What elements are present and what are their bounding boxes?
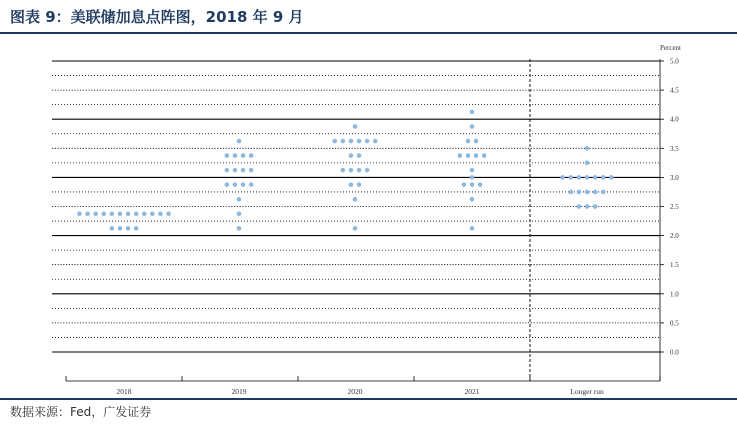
dot-point <box>142 211 147 216</box>
y-tick-label: 2.0 <box>670 232 679 241</box>
y-tick-label: 2.5 <box>670 203 679 211</box>
y-tick-label: 1.5 <box>670 261 679 270</box>
y-tick-label: 5.0 <box>670 57 679 66</box>
dot-point <box>577 175 582 180</box>
dot-point <box>601 175 606 180</box>
x-category-label: 2019 <box>231 387 247 396</box>
dot-point <box>593 204 598 209</box>
dot-point <box>577 204 582 209</box>
dot-point <box>166 211 171 216</box>
dot-point <box>365 139 370 144</box>
y-tick-label: 4.5 <box>670 86 679 95</box>
dot-point <box>134 211 139 216</box>
dot-point <box>353 197 358 202</box>
dot-point <box>470 168 475 173</box>
dot-point <box>470 110 475 115</box>
dot-point <box>241 168 246 173</box>
dot-point <box>462 182 467 187</box>
x-category-label: 2021 <box>464 387 480 396</box>
dot-point <box>585 161 590 166</box>
dot-point <box>609 175 614 180</box>
dot-point <box>585 204 590 209</box>
dot-point <box>474 153 479 158</box>
grid-lines <box>52 61 660 352</box>
dot-point <box>349 182 354 187</box>
dot-point <box>353 226 358 231</box>
dot-point <box>357 182 362 187</box>
dot-point <box>233 153 238 158</box>
dot-point <box>373 139 378 144</box>
dot-point <box>349 153 354 158</box>
dot-point <box>134 226 139 231</box>
dot-point <box>341 168 346 173</box>
dot-point <box>470 124 475 129</box>
dot-plot-chart <box>0 36 737 396</box>
dot-point <box>341 139 346 144</box>
dot-point <box>474 139 479 144</box>
dot-point <box>470 182 475 187</box>
dot-point <box>357 168 362 173</box>
dot-point <box>569 175 574 180</box>
dot-point <box>365 168 370 173</box>
y-tick-labels <box>660 58 679 357</box>
dot-point <box>249 168 254 173</box>
dot-point <box>249 153 254 158</box>
dot-point <box>470 175 475 180</box>
dot-point <box>585 190 590 195</box>
dot-point <box>466 153 471 158</box>
x-category-label: 2020 <box>347 387 363 396</box>
dot-point <box>126 211 131 216</box>
dot-point <box>353 124 358 129</box>
x-category-label: Longer run <box>570 387 604 396</box>
dot-point <box>601 190 606 195</box>
footer-divider <box>0 398 737 400</box>
x-category-labels <box>117 387 605 396</box>
y-tick-label: 0.0 <box>670 348 679 357</box>
page-title: 图表 9：美联储加息点阵图，2018 年 9 月 <box>10 8 304 26</box>
title-bar <box>0 0 737 34</box>
dot-point <box>93 211 98 216</box>
dot-point <box>110 226 115 231</box>
dot-point <box>233 182 238 187</box>
dot-point <box>593 175 598 180</box>
y-tick-label: 3.5 <box>670 144 679 153</box>
y-tick-label: 1.0 <box>670 290 679 299</box>
dot-point <box>585 146 590 151</box>
dot-point <box>237 139 242 144</box>
dot-point <box>158 211 163 216</box>
dot-point <box>233 168 238 173</box>
dot-point <box>237 197 242 202</box>
dot-point <box>101 211 106 216</box>
dot-point <box>349 168 354 173</box>
dot-point <box>332 139 337 144</box>
y-tick-label: 0.5 <box>670 319 679 328</box>
dot-point <box>118 226 123 231</box>
dot-point <box>458 153 463 158</box>
dot-point <box>569 190 574 195</box>
dot-point <box>241 153 246 158</box>
dot-point <box>593 190 598 195</box>
x-category-label: 2018 <box>116 387 132 396</box>
dot-plot-svg <box>0 36 737 396</box>
dot-point <box>110 211 115 216</box>
dot-point <box>577 190 582 195</box>
dot-point <box>560 175 565 180</box>
dot-point <box>349 139 354 144</box>
dot-point <box>237 211 242 216</box>
y-axis-label: Percent <box>660 44 681 52</box>
dot-point <box>225 153 230 158</box>
y-tick-label: 4.0 <box>670 115 679 124</box>
source-note: 数据来源：Fed，广发证券 <box>10 405 152 419</box>
dot-point <box>585 175 590 180</box>
dot-point <box>466 139 471 144</box>
dot-point <box>225 182 230 187</box>
dot-point <box>478 182 483 187</box>
dot-point <box>118 211 123 216</box>
dot-point <box>357 139 362 144</box>
dot-point <box>241 182 246 187</box>
dot-point <box>470 197 475 202</box>
axes <box>66 59 660 381</box>
dot-point <box>126 226 131 231</box>
dot-point <box>225 168 230 173</box>
dot-point <box>150 211 155 216</box>
dot-point <box>482 153 487 158</box>
dot-point <box>77 211 82 216</box>
y-tick-label: 3.0 <box>670 173 679 182</box>
dot-point <box>470 226 475 231</box>
dot-point <box>85 211 90 216</box>
dot-point <box>249 182 254 187</box>
dot-point <box>357 153 362 158</box>
dots-layer <box>77 110 613 231</box>
dot-point <box>237 226 242 231</box>
